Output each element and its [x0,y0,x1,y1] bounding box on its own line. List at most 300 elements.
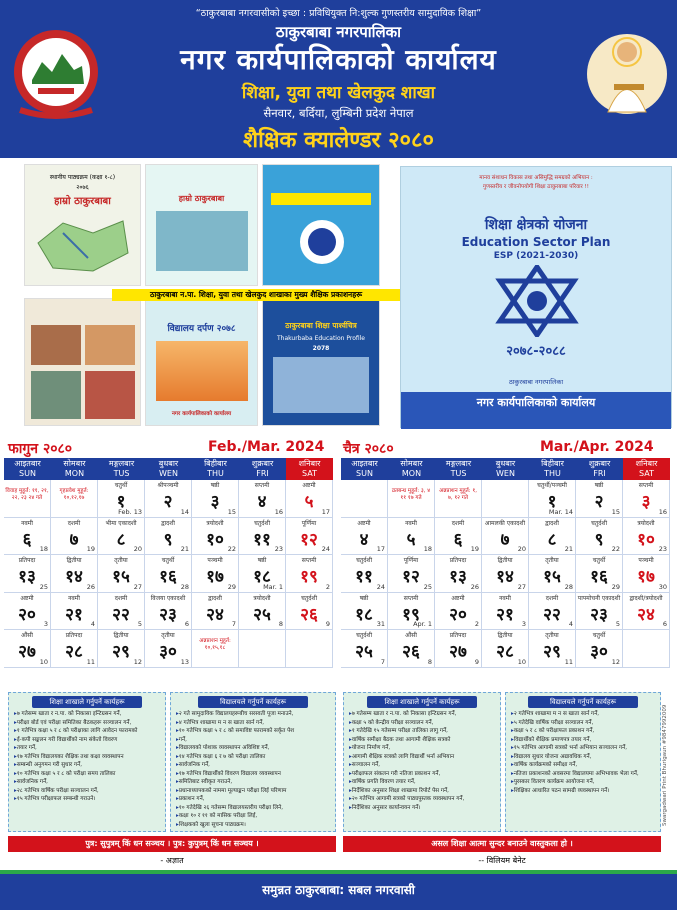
calendar-day-cell [623,518,670,556]
tithi-label: द्वितीया [497,632,513,639]
weekday-header [51,458,98,480]
calendar-day-cell [435,518,482,556]
english-date: 16 [658,507,667,516]
calendar-day-cell [286,630,333,668]
tithi-label: चतुर्दशी [355,632,373,639]
tithi-label: त्रयोदशी [253,594,271,602]
english-date: 4 [90,620,95,628]
tithi-label: प्रतिपदा [65,632,83,639]
tithi-label: चतुर्थी/पञ्चमी [537,482,567,489]
calendar-day-cell [145,555,192,593]
nepali-date: २५ [253,604,271,625]
english-date: 18 [39,545,48,553]
tithi-label: प्रतिपदा [18,557,36,564]
weekday-np: सोमबार [63,459,86,468]
weekday-np: आइतबार [351,459,378,468]
calendar-note: अन्नप्राशन मुहूर्त: १०,१५,१८ [199,638,231,651]
tithi-label: प्रतिपदा [449,557,467,564]
weekday-np: शुक्रबार [588,459,611,468]
nepali-date: २ [163,492,173,512]
nepali-date: १३ [449,567,467,587]
english-date: 29 [227,582,236,591]
calendar-title: शैक्षिक क्यालेण्डर २०८० [243,128,434,153]
tithi-label: पूर्णिमा [403,557,419,564]
sunset-photo [156,341,248,401]
quote-1: पुत्र: सुपुत्रम् किं धन सञ्चय । पुत्र: कुपुत्रम् किं धन सञ्चय । [8,836,336,852]
weekday-en: TUS [113,469,130,478]
weekday-header [623,458,670,480]
calendar-day-cell [435,630,482,668]
calendar-day-cell [51,593,98,631]
tithi-label: तृतीया [545,557,559,564]
calendar-day-cell [4,518,51,556]
notice-item: ▸ तयार गर्ने, [14,744,160,753]
tithi-label: चतुर्थी [592,557,606,564]
notice-item: ▸ आगामी शैक्षिक सत्रको लागि विद्यार्थी भर्ना अभियान [349,753,495,762]
notice-item: ▸ २ गते सामुदायिक विद्यालयहरूबीच सरस्वती पूजा मनाउने, [176,710,330,719]
english-date: Mar. 1 [263,582,283,591]
english-date: 24 [321,545,330,553]
nepali-date: २४ [637,604,655,625]
right-month-en: Mar./Apr. 2024 [540,439,654,455]
nepali-date: २७ [449,642,467,662]
notice-item: ▸ सम्बन्धी अनुगमन गरी सुधार गर्ने, [14,761,160,770]
notice-box-4 [505,692,661,832]
notice-item: ▸ १५ गतेभित्र आगामी सत्रको भर्ना अभियान सञ्चालन गर्ने, [511,744,655,753]
notice-item: ▸ पुरस्कार वितरण कार्यक्रम आयोजना गर्ने, [511,778,655,787]
photo-2 [85,325,135,365]
english-date: 27 [133,582,142,591]
weekday-np: शुक्रबार [251,459,274,468]
calendar-day-cell [623,555,670,593]
tithi-label: दशमी [114,594,128,602]
book-blue-cover [262,164,380,286]
tithi-label: द्वितीया [113,632,129,639]
calendar-day-cell [435,480,482,518]
weekday-en: WEN [159,469,178,478]
calendar-day-cell [98,480,145,518]
nepali-date: २२ [112,604,130,625]
calendar-day-cell [98,518,145,556]
tithi-label: सप्तमी [301,557,317,564]
weekday-header [98,458,145,480]
english-date: 18 [423,545,432,553]
tithi-label: चतुर्दशी [253,519,271,527]
tithi-label: द्वादशी [161,519,175,527]
english-date: 2 [474,620,479,628]
calendar-day-cell [435,593,482,631]
tithi-label: सप्तमी [403,594,419,602]
weekday-en: FRI [593,469,606,478]
nepali-date: ९ [594,529,604,550]
english-date: 20 [133,545,142,553]
calendar-day-cell [341,480,388,518]
book3-title: विद्यालय दर्पण २०७८ [167,324,236,334]
tithi-label: द्वितीया [497,557,513,564]
english-date: 15 [611,507,620,516]
quote-1-author: - अज्ञात [160,856,184,865]
tithi-label: प्रतिपदा [449,632,467,639]
tithi-label: तृतीया [114,557,128,564]
calendar-day-cell [192,518,239,556]
calendar-day-cell [286,555,333,593]
weekday-header [239,458,286,480]
notice-1-list [9,710,165,804]
english-date: 2 [325,582,330,591]
weekday-np: शनिबार [635,459,658,468]
weekday-np: बुधबार [495,459,516,468]
tithi-label: नवमी [405,519,417,527]
notice-item: ▸ विद्यालय सुधार योजना अद्यावधिक गर्ने, [511,753,655,762]
tithi-label: औंसी [21,632,33,639]
calendar-day-cell [192,555,239,593]
weekday-np: बिहीबार [541,459,564,468]
weekday-en: THU [544,469,561,478]
weekday-np: मङ्गलबार [108,459,135,468]
weekday-en: MON [64,469,85,478]
calendar-note: अन्नप्राशन मुहूर्त: १, ७, १२ गते [439,488,477,501]
tithi-label: आमलकी एकादशी [484,519,526,527]
notice-item: ▸ समितिबाट स्वीकृत गराउने, [176,778,330,787]
calendar-day-cell [145,518,192,556]
calendar-day-cell [529,518,576,556]
nepali-date: २१ [496,604,514,625]
photo-4 [85,371,135,419]
english-date: Mar. 14 [548,507,573,516]
quote-2: असल शिक्षा आत्मा सुन्दर बनाउने वास्तुकला हो । [343,836,661,852]
weekday-np: बिहीबार [204,459,227,468]
calendar-day-cell [529,593,576,631]
calendar-note: व्रतबन्ध मुहूर्त: ३, ४ ११ १७ गते [391,488,431,501]
notice-item: ▸ १७ गतेभित्र विद्यार्थीको विवरण विद्यालय व्यवस्थापन [176,770,330,779]
english-date: 23 [274,545,283,553]
tithi-label: तृतीया [161,632,175,639]
tithi-label: अष्टमी [451,594,465,602]
english-date: 25 [39,582,48,591]
map-icon [33,213,133,279]
notice-item: ▸ गर्ने, [176,736,330,745]
notice-item: ▸ विद्यार्थीको शैक्षिक प्रमाणपत्र तयार गर्ने, [511,736,655,745]
tithi-label: चतुर्थी [592,632,606,639]
notice-item: ▸ प्रकाशन गर्ने, [176,795,330,804]
nepali-date: २ [594,492,604,512]
weekday-en: SAT [639,469,654,478]
english-date: 8 [278,620,283,628]
notice-item: ▸ सार्वजनिक गर्ने, [14,778,160,787]
calendar-day-cell [482,518,529,556]
english-date: 26 [470,582,479,591]
esp-municipality: ठाकुरबाबा नगरपालिका [508,378,564,386]
english-date: 21 [564,545,573,553]
photo-3 [31,371,81,419]
nepali-date: ३ [210,492,220,512]
footer [0,870,677,910]
emblem-icon [297,217,347,267]
nepali-date: २४ [206,604,224,625]
notice-item: ▸ १ गतेभित्र कक्षा ५ र ८ को परीक्षाका लागि आवेदन फारामको [14,727,160,736]
esp-title-np: शिक्षा क्षेत्रको योजना [484,217,588,233]
notice-1-header: शिक्षा शाखाले गर्नुपर्ने कार्यहरू [32,696,142,708]
english-date: 9 [325,620,330,628]
english-date: 22 [227,545,236,553]
nepali-date: २९ [543,642,561,662]
esp-title-en: Education Sector Plan [461,235,611,249]
calendar-day-cell [286,593,333,631]
notice-box-3 [343,692,501,832]
nepali-date: १० [206,529,224,550]
notice-item: ▸ ४ गतेभित्र शाखामा म न स खाता सार्न गर्ने, [176,719,330,728]
saraswati-image-icon [586,22,668,126]
english-date: 17 [321,507,330,516]
notice-item: ▸ वार्षिक कार्यक्रमको समीक्षा गर्ने, [511,761,655,770]
book3-strip [271,193,371,205]
nepali-date: १७ [637,567,655,587]
calendar-day-cell [482,555,529,593]
calendar-day-cell [98,593,145,631]
english-date: 20 [517,545,526,553]
english-date: 7 [380,657,385,666]
nepali-date: २९ [112,642,130,662]
notice-item: ▸ २ गतेभित्र शाखामा म न स खाता सार्न गर्ने, [511,710,655,719]
notice-2-header: विद्यालयले गर्नुपर्ने कार्यहरू [198,696,308,708]
esp-office: नगर कार्यपालिकाको कार्यालय [476,396,596,409]
notice-item: ▸ २८ गतेभित्र वार्षिक परीक्षा सञ्चालन गर्ने, [14,787,160,796]
header-tagline: “ठाकुरबाबा नगरवासीको इच्छा : प्रविधियुक्त नि:शुल्क गुणस्तरीय सामुदायिक शिक्षा” [195,8,482,19]
notice-item: ▸ ५ गतेदेखि वार्षिक परीक्षा सञ्चालन गर्ने, [511,719,655,728]
nepali-date: २८ [65,642,83,662]
tithi-label: चतुर्दशी [355,557,373,564]
weekday-en: FRI [256,469,269,478]
calendar-day-cell [192,630,239,668]
nepali-date: १८ [253,567,271,587]
calendar-day-cell [623,593,670,631]
english-date: 25 [423,582,432,591]
calendar-day-cell [51,518,98,556]
photo-1 [31,325,81,365]
english-date: 28 [564,582,573,591]
english-date: 11 [564,657,573,666]
calendar-day-cell [576,518,623,556]
weekday-en: THU [207,469,224,478]
right-month-np: चैत्र २०८० [343,441,394,457]
calendar-day-cell [239,555,286,593]
notice-2-list [171,710,335,829]
tithi-label: चतुर्दशी [590,519,608,527]
nepali-date: १५ [112,567,130,587]
english-date: 15 [227,507,236,516]
notice-box-2 [170,692,336,832]
nepali-date: १३ [18,567,36,587]
notice-item: ▸ सार्वजनिक गर्ने, [176,761,330,770]
calendar-day-cell [145,630,192,668]
calendar-day-cell [239,518,286,556]
notice-item: ▸ कक्षा ५ र ८ को परीक्षाफल प्रकाशन गर्ने, [511,727,655,736]
tithi-label: अष्टमी [302,482,316,489]
english-date: 19 [470,545,479,553]
tithi-label: पूर्णिमा [301,519,317,527]
branch-title: शिक्षा, युवा तथा खेलकुद शाखा [241,83,436,103]
nepali-date: २५ [355,642,373,662]
notice-item: ▸ १० गतेभित्र कक्षा ५ र ८ को परीक्षा समय तालिका [14,770,160,779]
calendar-day-cell [286,480,333,518]
calendar-day-cell [576,593,623,631]
english-date: 23 [658,545,667,553]
notice-item: ▸ ई-कपी सङ्कलन गरी विद्यार्थीको नाम संकेतो विवरण [14,736,160,745]
notice-4-header: विद्यालयले गर्नुपर्ने कार्यहरू [528,696,638,708]
notice-item: ▸ ७ गतेसम्म खाता र न.पा. को निकासा इन्टिग्रसन गर्ने, [349,710,495,719]
english-date: 17 [376,545,385,553]
calendar-day-cell [4,630,51,668]
calendar-day-cell [98,630,145,668]
nepali-date: १० [637,529,655,550]
esp-cover [400,166,672,428]
left-month-np: फागुन २०८० [8,441,73,457]
nepali-date: २१ [65,604,83,625]
notice-item: ▸ विद्यालयको पोशाक व्यवस्थापन अविशिष्ट गर्ने, [176,744,330,753]
book1-title: हाम्रो ठाकुरबाबा [54,196,111,207]
weekday-en: SUN [19,469,36,478]
nepali-date: २६ [402,642,420,662]
tithi-label: सप्तमी [638,482,654,489]
calendar-day-cell [51,480,98,518]
calendar-day-cell [482,630,529,668]
esp-top-line-1: मानव संशाधन विकास तथा असिमुद्धि समग्रको अभियान : [479,175,593,181]
notice-item: ▸ ७ गतेसम्म खाता र न.पा. को निकासा इन्टिग्रसन गर्ने, [14,710,160,719]
nepali-date: ६ [22,529,32,550]
nepali-date: १८ [355,604,373,625]
english-date: 14 [180,507,189,516]
calendar-day-cell [4,480,51,518]
tithi-label: षष्ठी [359,594,369,602]
book2-title: हाम्रो ठाकुरबाबा [178,194,225,203]
book-education-profile [262,298,380,426]
weekday-header [388,458,435,480]
tithi-label: दशमी [451,519,465,527]
nepali-date: १ [547,492,557,512]
nepali-date: ४ [257,492,267,512]
nepali-date: १४ [65,567,83,587]
tithi-label: षष्ठी [257,557,267,564]
nepali-date: १२ [300,529,318,550]
calendar-day-cell [576,630,623,668]
book-school-photos [24,298,141,426]
english-date: 28 [180,582,189,591]
tithi-label: षष्ठी [210,482,220,489]
calendar-day-cell [388,593,435,631]
notice-item: ▸ १ गतेदेखि १५ गतेसम्म परीक्षा तालिका लागु गर्ने, [349,727,495,736]
notice-item: ▸ वार्षिक प्रगति विवरण तयार गर्ने, [349,778,495,787]
weekday-np: मङ्गलबार [445,459,472,468]
calendar-day-cell [239,630,286,668]
english-date: 27 [517,582,526,591]
nepali-date: ४ [359,529,369,550]
english-date: 12 [611,657,620,666]
notice-item: ▸ प्रधानाध्यापकको नाममा मूल्याङ्कन परीक्षा लिई परिणाम [176,787,330,796]
english-date: 16 [274,507,283,516]
nepali-date: २२ [543,604,561,625]
tithi-label: त्रयोदशी [206,519,224,527]
nepali-date: १७ [206,567,224,587]
calendar-day-cell [388,630,435,668]
calendar-day-cell [192,593,239,631]
calendar-day-cell [4,593,51,631]
english-date: 13 [180,657,189,666]
english-date: 30 [658,582,667,591]
calendar-day-cell [529,480,576,518]
weekday-en: WEN [496,469,515,478]
notice-item: ▸ २० गतेभित्र आगामी सत्रको पाठ्यपुस्तक व्यवस्थापन गर्ने, [349,795,495,804]
nepali-date: ३० [590,642,608,662]
book4-photo [273,357,369,413]
notice-item: ▸ १० गतेभित्र कक्षा ५ र ८ को समाविष्ट फारामको सर्कृत पेश [176,727,330,736]
address: सैनवार, बर्दिया, लुम्बिनी प्रदेश नेपाल [263,106,414,120]
nepali-date: ९ [163,529,173,550]
calendar-day-cell [286,518,333,556]
nepal-emblem-icon [12,22,100,122]
notice-4-list [506,710,660,795]
book1-year: २०७६ [76,184,89,191]
calendar-day-cell [239,480,286,518]
tithi-label: अष्टमी [357,519,371,527]
tithi-label: पञ्चमी [207,557,223,564]
esp-bs-years: २०७८-२०८८ [506,344,566,359]
tithi-label: चतुर्थी [114,482,128,489]
nepali-date: ३ [641,492,651,512]
calendar-falgun [4,458,336,690]
tithi-label: तृतीया [545,632,559,639]
weekday-np: बुधबार [158,459,179,468]
nepali-date: ८ [116,529,126,550]
weekday-header [145,458,192,480]
weekday-header [576,458,623,480]
quote-2-author: -- विलियम बेनेट [478,856,526,865]
notice-item: ▸ परीक्षा बोर्ड एवं परीक्षा समितिका बैठकहरू सञ्चालन गर्ने, [14,719,160,728]
english-date: 3 [43,620,48,628]
notice-item: ▸ १४ गतेभित्र कक्षा ६ र ७ को परीक्षा तालिका [176,753,330,762]
nepali-date: २८ [496,642,514,662]
tithi-label: षष्ठी [594,482,604,489]
notice-item: ▸ कक्षा १० र ११ को मासिक परीक्षा लिई, [176,812,330,821]
weekday-header [286,458,333,480]
calendar-day-cell [51,630,98,668]
calendar-chaitra [341,458,673,690]
calendar-day-cell [388,480,435,518]
footer-slogan: समुन्नत ठाकुरबाबा: सबल नगरवासी [262,883,415,897]
notice-item: ▸ १० गतेदेखि २६ गतेसम्म विद्यालयस्तरीय परीक्षा लिने, [176,804,330,813]
calendar-day-cell [529,630,576,668]
nepali-date: २६ [300,604,318,625]
nepali-date: ३० [159,642,177,662]
notice-item: ▸ नतिजा प्रकाशनको अवसरमा विद्यालयमा अभिभावक भेला गर्ने, [511,770,655,779]
english-date: 12 [133,657,142,666]
nepali-date: ५ [304,492,314,512]
notice-item: ▸ कक्षा ५ को केन्द्रीय परीक्षा सञ्चालन गर्ने, [349,719,495,728]
calendar-day-cell [482,480,529,518]
book1-subtitle: स्थानीय पाठ्यक्रम (कक्षा १-८) [49,174,116,181]
book-hamro-thakurbaba-1 [24,164,141,286]
nepali-date: १४ [496,567,514,587]
tithi-label: भीमा एकादशी [105,519,137,527]
weekday-header [435,458,482,480]
tithi-label: नवमी [499,594,511,602]
english-date: 7 [231,620,236,628]
weekday-np: शनिबार [298,459,321,468]
english-date: 22 [611,545,620,553]
book4-subtitle: Thakurbaba Education Profile [276,335,366,342]
english-date: Feb. 13 [118,507,142,516]
nepali-date: १६ [159,567,177,587]
left-month-en: Feb./Mar. 2024 [208,439,325,455]
